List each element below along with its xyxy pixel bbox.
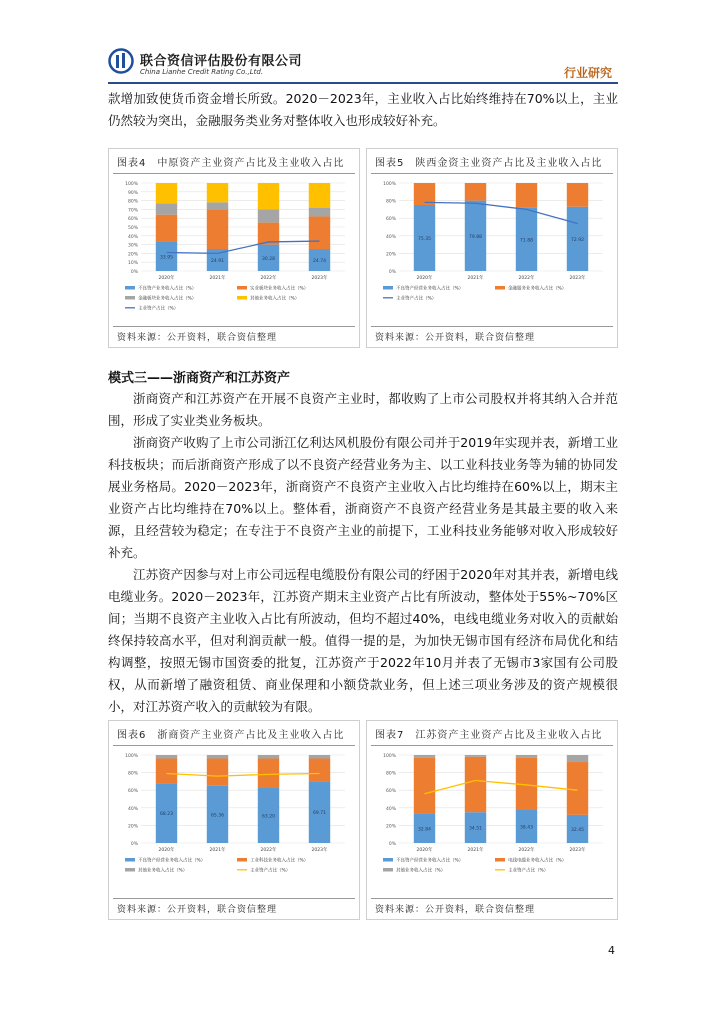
bar-value-label: 69.71 [313,811,326,817]
legend-swatch [495,858,505,862]
y-tick-label: 0% [388,842,396,847]
bar-value-label: 38.43 [520,825,533,831]
x-tick-label: 2020年 [158,276,175,281]
legend-swatch [125,868,135,872]
x-tick-label: 2022年 [260,276,277,281]
bar-segment [465,183,486,201]
figure-5-source: 资料来源：公开资料，联合资信整理 [375,333,536,343]
line-series [425,781,578,794]
legend-swatch [383,858,393,862]
legend-swatch [237,286,247,290]
figure-7-title: 图表7 江苏资产主业资产占比及主业收入占比 [375,730,603,741]
legend-label: 不良资产经营业务收入占比（%） [138,858,206,864]
lianhe-logo-icon [108,48,134,74]
y-tick-label: 40% [127,234,138,240]
y-tick-label: 80% [127,199,138,205]
y-tick-label: 0% [130,842,138,847]
bar-value-label: 32.45 [571,827,584,833]
figure-6 [108,720,360,920]
y-tick-label: 60% [385,217,396,223]
bar-segment [207,202,228,209]
line-series [167,241,320,253]
bar-segment [309,755,330,759]
bar-value-label: 32.84 [418,827,431,833]
x-tick-label: 2022年 [518,276,535,281]
company-name-cn: 联合资信评估股份有限公司 [140,54,303,69]
y-tick-label: 40% [385,806,396,812]
bar-value-label: 34.51 [469,826,482,832]
legend-swatch [237,858,247,862]
y-tick-label: 40% [385,234,396,240]
x-tick-label: 2023年 [311,276,328,281]
y-tick-label: 50% [127,226,138,231]
bar-segment [516,755,537,758]
legend-label: 其他业务收入占比（%） [396,868,446,874]
bar-value-label: 72.92 [571,237,584,243]
bar-segment [207,759,228,786]
x-tick-label: 2020年 [416,276,433,281]
bar-value-label: 24.91 [211,259,224,264]
figure-6-source: 资料来源：公开资料，联合资信整理 [117,905,278,915]
bar-value-label: 63.20 [262,814,275,820]
y-tick-label: 90% [127,190,138,196]
legend-label: 金融板块业务收入占比（%） [138,296,197,302]
bar-value-label: 68.23 [160,812,173,818]
x-tick-label: 2020年 [158,848,175,853]
legend-label: 实业板块业务收入占比（%） [250,286,309,292]
y-tick-label: 80% [127,771,138,777]
figure-4 [108,148,360,348]
bar-segment [414,758,435,814]
bar-segment [309,759,330,782]
bar-segment [156,759,177,784]
paragraph-1: 款增加致使货币资金增长所致。2020－2023年，主业收入占比始终维持在70%以上，主业仍然较为突出，金融服务类业务对整体收入也形成较好补充。 [108,91,618,128]
chart-4 [115,177,353,323]
bar-value-label: 79.88 [469,234,482,240]
bar-segment [156,183,177,203]
paragraph-3: 浙商资产收购了上市公司浙江亿利达风机股份有限公司并于2019年实现并表，新增工业科技板块；而后浙商资产形成了以不良资产经营业务为主、以工业科技业务等为辅的协同发展业务格局。2020－2023年，浙商资产不良资产主业收入占比均维持在60%以上，期末主业资产占比均维持在70%以上。整体看，浙商资产不良资产经营业务是其最主要的收入来源，且经营较为稳定；在专注于不良资产主业的前提下，工业科技业务能够对收入形成较好补充。 [108,435,618,560]
legend-label: 电线电缆业务收入占比（%） [508,858,567,864]
page-header [108,44,618,84]
y-tick-label: 60% [127,217,138,223]
x-tick-label: 2021年 [467,848,484,853]
bar-segment [258,755,279,759]
section-tag: 行业研究 [563,66,612,80]
legend-label: 主业资产占比（%） [138,306,179,312]
bar-segment [567,183,588,207]
x-tick-label: 2021年 [209,848,226,853]
y-tick-label: 100% [383,754,396,759]
y-tick-label: 30% [127,243,138,249]
line-series [425,202,578,223]
bar-value-label: 30.28 [262,256,275,262]
figure-7 [366,720,618,920]
bar-value-label: 75.35 [418,237,431,242]
figure-4-source: 资料来源：公开资料，联合资信整理 [117,333,278,343]
bar-segment [414,183,435,205]
legend-swatch [125,858,135,862]
bar-segment [258,209,279,222]
legend-swatch [383,286,393,290]
legend-label: 不良资产经营业务收入占比（%） [396,858,464,864]
legend-label: 主业资产占比（%） [508,868,549,874]
chart-5 [373,177,611,323]
y-tick-label: 100% [125,182,138,187]
chart-6 [115,749,353,895]
bar-segment [567,762,588,815]
legend-label: 不良资产经营业务收入占比（%） [396,286,464,292]
chart-7 [373,749,611,895]
page-number: 4 [608,944,615,957]
bar-segment [414,755,435,758]
paragraph-2: 浙商资产和江苏资产在开展不良资产主业时，都收购了上市公司股权并将其纳入合并范围，形成了实业类业务板块。 [108,391,618,428]
bar-segment [258,759,279,788]
figure-7-source: 资料来源：公开资料，联合资信整理 [375,905,536,915]
bar-segment [465,755,486,757]
legend-swatch [125,296,135,300]
x-tick-label: 2022年 [260,848,277,853]
bar-segment [258,183,279,209]
legend-label: 主业资产占比（%） [396,296,437,302]
line-series [167,773,320,776]
x-tick-label: 2023年 [311,848,328,853]
y-tick-label: 20% [127,252,138,258]
legend-label: 其他业务收入占比（%） [138,868,188,874]
bar-segment [567,755,588,762]
bar-segment [465,757,486,812]
company-name-en: China Lianhe Credit Rating Co.,Ltd. [140,68,264,76]
x-tick-label: 2020年 [416,848,433,853]
bar-segment [309,208,330,217]
bar-segment [207,183,228,202]
bar-segment [207,209,228,249]
section-heading-mode3: 模式三——浙商资产和江苏资产 [108,371,291,386]
header-divider [108,82,618,84]
y-tick-label: 20% [385,252,396,258]
bar-segment [516,758,537,810]
bar-value-label: 33.95 [160,255,173,261]
y-tick-label: 60% [385,789,396,795]
legend-label: 工业科技业务收入占比（%） [250,858,309,864]
y-tick-label: 40% [127,806,138,812]
legend-swatch [383,868,393,872]
figure-6-title: 图表6 浙商资产主业资产占比及主业收入占比 [117,730,345,741]
legend-label: 其他业务收入占比（%） [250,296,300,302]
y-tick-label: 100% [383,182,396,187]
x-tick-label: 2023年 [569,848,586,853]
figure-5-title: 图表5 陕西金资主业资产占比及主业收入占比 [375,158,603,169]
y-tick-label: 0% [388,270,396,275]
x-tick-label: 2022年 [518,848,535,853]
y-tick-label: 80% [385,771,396,777]
bar-value-label: 24.74 [313,259,326,264]
y-tick-label: 20% [127,824,138,830]
y-tick-label: 20% [385,824,396,830]
y-tick-label: 10% [127,261,138,267]
x-tick-label: 2023年 [569,276,586,281]
x-tick-label: 2021年 [209,276,226,281]
figure-5 [366,148,618,348]
legend-swatch [495,286,505,290]
bar-segment [156,203,177,214]
bar-segment [207,755,228,759]
y-tick-label: 80% [385,199,396,205]
bar-segment [156,215,177,242]
bar-segment [156,755,177,759]
y-tick-label: 70% [127,208,138,214]
legend-label: 金融服务业务收入占比（%） [508,286,567,292]
paragraph-4: 江苏资产因参与对上市公司远程电缆股份有限公司的纾困于2020年对其并表，新增电线电缆业务。2020－2023年，江苏资产期末主业资产占比有所波动，整体处于55%~70%区间；当期不良资产主业收入占比有所波动，但均不超过40%，电线电缆业务对收入的贡献始终保持较高水平，但对利润贡献一般。值得一提的是，为加快无锡市国有经济布局优化和结构调整，按照无锡市国资委的批复，江苏资产于2022年10月并表了无锡市3家国有公司股权，从而新增了融资租赁、商业保理和小额贷款业务，但上述三项业务涉及的资产规模很小，对江苏资产收入的贡献较为有限。 [108,567,618,714]
legend-label: 主业资产占比（%） [250,868,291,874]
figure-4-title: 图表4 中原资产主业资产占比及主业收入占比 [117,158,345,169]
x-tick-label: 2021年 [467,276,484,281]
legend-swatch [237,296,247,300]
bar-value-label: 71.88 [520,238,533,244]
legend-label: 不良资产业务收入占比（%） [138,286,197,292]
y-tick-label: 0% [130,270,138,275]
bar-segment [516,183,537,208]
bar-segment [309,216,330,249]
y-tick-label: 100% [125,754,138,759]
bar-segment [309,183,330,208]
y-tick-label: 60% [127,789,138,795]
legend-swatch [125,286,135,290]
bar-value-label: 65.36 [211,813,224,819]
